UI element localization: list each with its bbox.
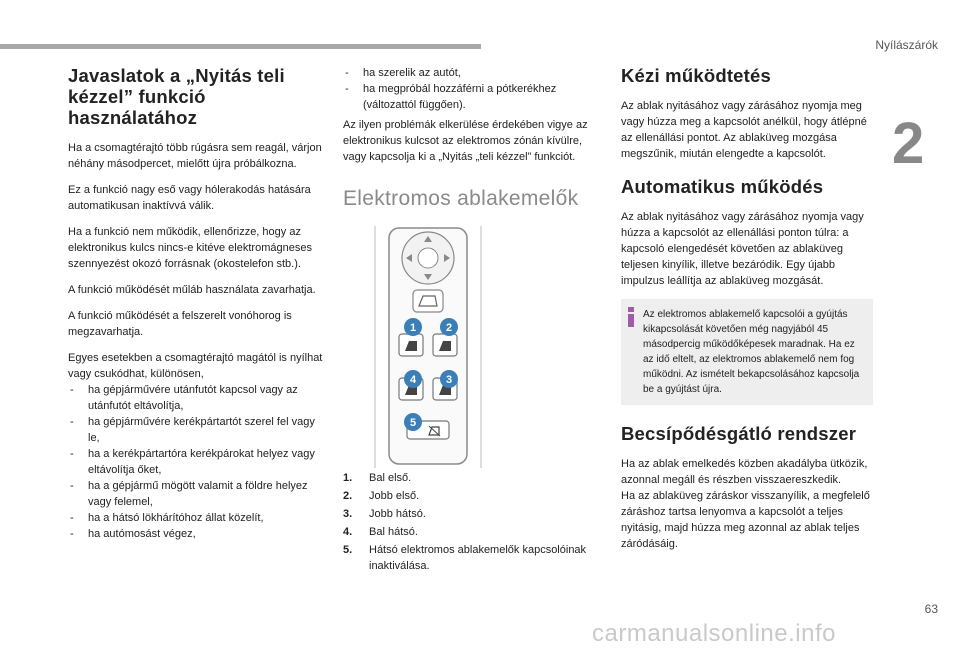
list-item: 1. Bal első. [343, 472, 412, 484]
info-box [621, 299, 873, 405]
section-label: Nyílászárók [875, 38, 938, 52]
cases-list-continued [343, 65, 595, 113]
paragraph: Ha az ablak emelkedés közben akadályba ütközik, azonnal megáll és részben visszaereszkedik. [621, 458, 868, 486]
anti-pinch-title: Becsípődésgátló rendszer [621, 423, 857, 444]
hands-free-tips-title: Javaslatok a „Nyitás teli kézzel” funkció használatához [68, 65, 285, 128]
list-item: - ha a kerékpártartóra kerékpárokat helyez vagy eltávolítja őket, [68, 446, 323, 478]
column-left [68, 65, 323, 546]
list-item: - ha gépjárművére kerékpártartót szerel fel vagy le, [68, 414, 323, 446]
list-item: - ha a hátsó lökhárítóhoz állat közelít, [68, 510, 323, 526]
callout-4: 4 [409, 374, 417, 386]
paragraph: Az ablak nyitásához vagy zárásához nyomja vagy húzza a kapcsolót az ellenállási ponton túlra: a kapcsoló elengedését követően az ablaküveg teljesen kinyílik, illetve bezáródik. Egy újabb impulzus leállítja az ablaküveg mozgását. [621, 211, 864, 287]
list-item: 3. Jobb hátsó. [343, 508, 426, 520]
list-item: 4. Bal hátsó. [343, 526, 418, 538]
info-icon [625, 307, 637, 327]
paragraph: Egyes esetekben a csomagtérajtó magától is nyílhat vagy csukódhat, különösen, [68, 352, 323, 380]
chapter-number: 2 [892, 111, 925, 176]
callout-3: 3 [445, 374, 453, 386]
paragraph: Ha az ablaküveg záráskor visszanyílik, a megfelelő záráshoz tartsa lenyomva a kapcsolót a teljes nyitásig, majd húzza meg azonnal az ablak teljes záródásáig. [621, 490, 870, 550]
paragraph: Ha a csomagtérajtó több rúgásra sem reagál, várjon néhány másodpercet, mielőtt újra próbálkozna. [68, 142, 322, 170]
list-item: - ha gépjárművére utánfutót kapcsol vagy az utánfutót eltávolítja, [68, 382, 323, 414]
column-right [621, 65, 873, 562]
power-windows-title: Elektromos ablakemelők [343, 187, 579, 210]
paragraph: Ez a funkció nagy eső vagy hólerakodás hatására automatikusan inaktívvá válik. [68, 184, 311, 212]
info-text: Az elektromos ablakemelő kapcsolói a gyújtás kikapcsolását követően még nagyjából 45 másodpercig működőképesek maradnak. Ha ez az idő eltelt, az elektromos ablakemelő nem fog működni. Az ismételt bekapcsolásához kapcsolja be a gyújtást újra. [643, 309, 860, 395]
paragraph: A funkció működését a felszerelt vonóhorog is megzavarhatja. [68, 310, 292, 338]
callout-2: 2 [445, 322, 453, 334]
list-item: 5. Hátsó elektromos ablakemelők kapcsolóinak inaktiválása. [343, 544, 587, 572]
window-switch-panel-illustration [369, 226, 487, 468]
column-middle [343, 65, 595, 211]
list-item: 2. Jobb első. [343, 490, 420, 502]
switch-legend-list [343, 470, 595, 576]
list-item: - ha autómosást végez, [68, 526, 323, 542]
paragraph: Az ablak nyitásához vagy zárásához nyomja meg vagy húzza meg a kapcsolót anélkül, hogy átlépné az ellenállási pontot. Az ablaküveg mozgása megszűnik, miután elengedte a kapcsolót. [621, 100, 867, 160]
callout-1: 1 [409, 322, 417, 334]
paragraph: A funkció működését műláb használata zavarhatja. [68, 284, 316, 296]
callout-markers [369, 226, 487, 468]
paragraph: Ha a funkció nem működik, ellenőrizze, hogy az elektronikus kulcs nincs-e kitéve elektromágneses szennyezést okozó forrásnak (okostelefon stb.). [68, 226, 312, 270]
paragraph: Az ilyen problémák elkerülése érdekében vigye az elektronikus kulcsot az elektromos zónán kívülre, vagy kapcsolja ki a „Nyitás „teli kézzel” funkciót. [343, 119, 588, 163]
callout-5: 5 [409, 417, 417, 429]
manual-operation-title: Kézi működtetés [621, 65, 772, 86]
list-item: - ha szerelik az autót, [343, 65, 595, 81]
cases-list [68, 382, 323, 542]
automatic-operation-title: Automatikus működés [621, 176, 824, 197]
list-item: - ha a gépjármű mögött valamit a földre helyez vagy felemel, [68, 478, 323, 510]
list-item: - ha megpróbál hozzáférni a pótkerékhez (változattól függően). [343, 81, 595, 113]
top-rule [0, 44, 481, 49]
page-number: 63 [924, 602, 938, 616]
watermark: carmanualsonline.info [592, 620, 836, 647]
